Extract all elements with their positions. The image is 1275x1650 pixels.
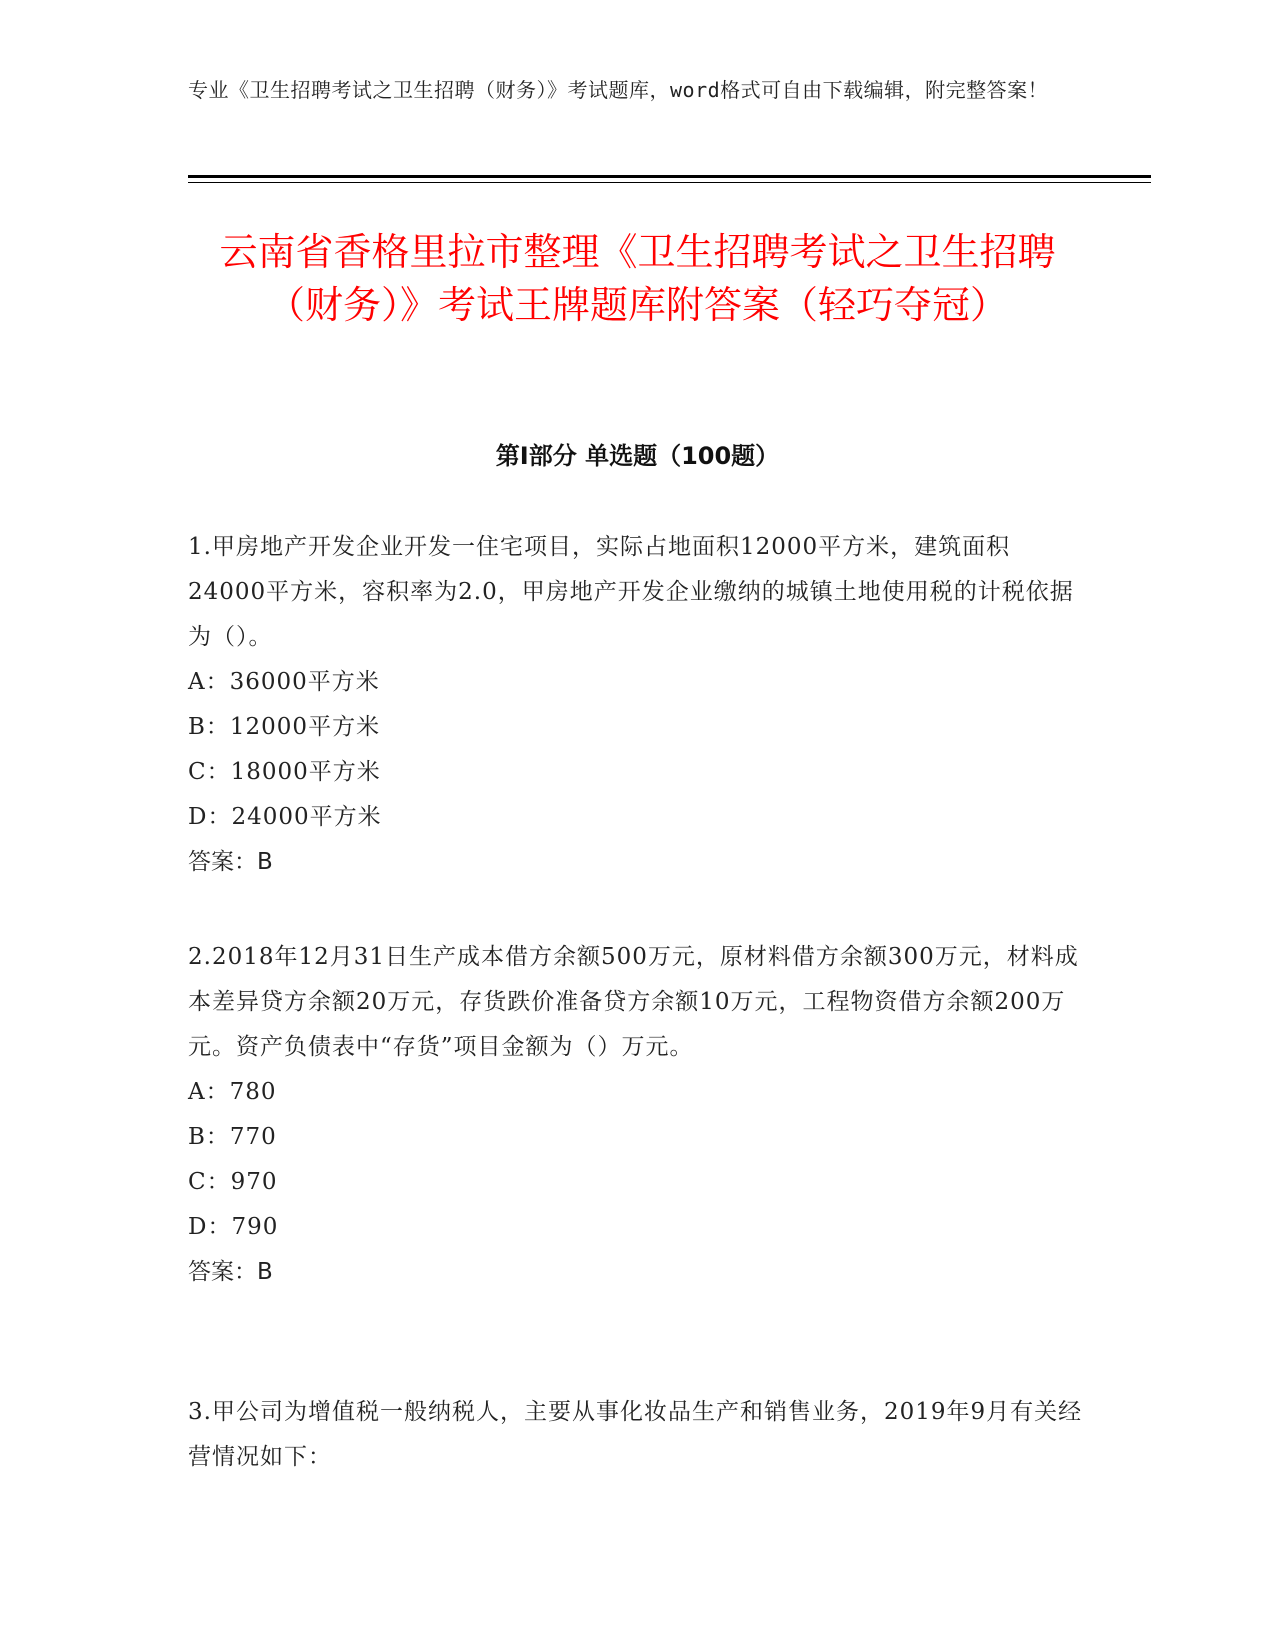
question-3 [188, 1390, 1088, 1480]
document-title: 云南省香格里拉市整理《卫生招聘考试之卫生招聘（财务）》考试王牌题库附答案（轻巧夺冠） [219, 230, 1056, 327]
question-2 [188, 935, 1088, 1295]
question-1 [188, 525, 1088, 885]
question-stem: 2.2018年12月31日生产成本借方余额500万元，原材料借方余额300万元，材料成本差异贷方余额20万元，存货跌价准备贷方余额10万元，工程物资借方余额200万元。资产负债表中“存货”项目金额为（）万元。 [188, 944, 1079, 1060]
question-stem: 1.甲房地产开发企业开发一住宅项目，实际占地面积12000平方米，建筑面积24000平方米，容积率为2.0，甲房地产开发企业缴纳的城镇土地使用税的计税依据为（）。 [188, 534, 1074, 650]
section-title: 第I部分 单选题（100题） [495, 442, 780, 470]
option-a: A：780 [188, 1079, 277, 1105]
header-divider-thin [188, 182, 1151, 183]
option-b: B：770 [188, 1124, 277, 1150]
answer: 答案：B [188, 1259, 273, 1285]
option-b: B：12000平方米 [188, 714, 381, 740]
option-c: C：970 [188, 1169, 278, 1195]
option-c: C：18000平方米 [188, 759, 381, 785]
option-a: A：36000平方米 [188, 669, 380, 695]
option-d: D：24000平方米 [188, 804, 382, 830]
header-divider [188, 175, 1151, 178]
answer: 答案：B [188, 849, 273, 875]
option-d: D：790 [188, 1214, 279, 1240]
question-stem: 3.甲公司为增值税一般纳税人，主要从事化妆品生产和销售业务，2019年9月有关经营情况如下： [188, 1399, 1083, 1470]
header-note: 专业《卫生招聘考试之卫生招聘（财务）》考试题库，word格式可自由下载编辑，附完整答案！ [188, 78, 1049, 102]
